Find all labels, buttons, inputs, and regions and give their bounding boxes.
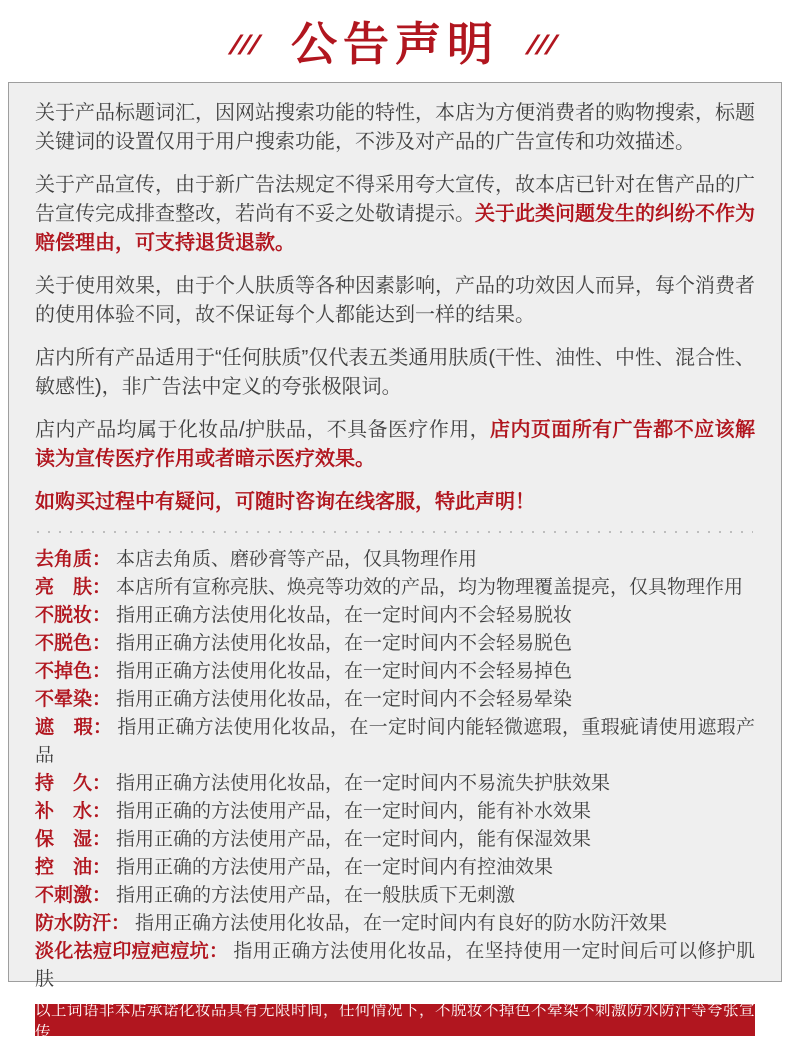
- term-row-no-smudge: [35, 686, 755, 714]
- page-title: 公告声明: [291, 18, 499, 70]
- term-row-non-irritating: [35, 882, 755, 910]
- term-label: 亮 肤：: [35, 577, 112, 598]
- notice-paragraph-1: [35, 99, 755, 157]
- term-label: 不掉色：: [35, 661, 112, 682]
- term-row-no-makeup-fade: [35, 602, 755, 630]
- term-label: 持 久：: [35, 773, 112, 794]
- term-label: 淡化祛痘印痘疤痘坑：: [35, 941, 229, 962]
- term-label: 遮 瑕：: [35, 717, 113, 738]
- term-desc: 本店所有宣称亮肤、焕亮等功效的产品，均为物理覆盖提亮，仅具物理作用: [116, 577, 744, 598]
- term-label: 不晕染：: [35, 689, 112, 710]
- paragraph-text: 关于使用效果，由于个人肤质等各种因素影响，产品的功效因人而异，每个消费者的使用体验不同，故不保证每个人都能达到一样的结果。: [35, 275, 755, 326]
- paragraph-text: 关于产品宣传，由于新广告法规定不得采用夸大宣传，故本店已针对在售产品的广告宣传完成排查整改，若尚有不妥之处敬请提示。: [35, 174, 755, 225]
- notice-panel: [8, 82, 782, 1041]
- terms-glossary: [35, 546, 755, 994]
- term-label: 不刺激：: [35, 885, 112, 906]
- term-label: 去角质：: [35, 549, 112, 570]
- notice-paragraph-4: [35, 344, 755, 402]
- notice-paragraph-2: [35, 171, 755, 258]
- term-desc: 指用正确方法使用化妆品，在一定时间内不会轻易掉色: [116, 661, 573, 682]
- bottom-banner-text: 以上词语非本店承诺化妆品具有无限时间，任何情况下，不脱妆不掉色不晕染不刺激防水防汗等夸张宣传: [35, 1002, 756, 1041]
- term-label: 不脱色：: [35, 633, 112, 654]
- term-desc: 指用正确的方法使用产品，在一般肤质下无刺激: [116, 885, 516, 906]
- notice-paragraph-3: [35, 272, 755, 330]
- term-desc: 指用正确方法使用化妆品，在一定时间内能轻微遮瑕，重瑕疵请使用遮瑕产品: [35, 717, 755, 766]
- term-desc: 指用正确方法使用化妆品，在一定时间内不会轻易晕染: [116, 689, 573, 710]
- term-desc: 指用正确方法使用化妆品，在坚持使用一定时间后可以修护肌肤: [35, 941, 755, 990]
- term-row-exfoliate: [35, 546, 755, 574]
- term-desc: 指用正确方法使用化妆品，在一定时间内有良好的防水防汗效果: [135, 913, 668, 934]
- paragraph-red-text: 如购买过程中有疑问，可随时咨询在线客服，特此声明！: [35, 491, 535, 513]
- term-desc: 指用正确方法使用化妆品，在一定时间内不易流失护肤效果: [116, 773, 611, 794]
- bottom-banner: [35, 1002, 756, 1041]
- term-desc: 指用正确方法使用化妆品，在一定时间内不会轻易脱妆: [116, 605, 573, 626]
- term-row-brighten: [35, 574, 755, 602]
- term-row-waterproof: [35, 910, 755, 938]
- paragraph-text: 店内所有产品适用于“任何肤质”仅代表五类通用肤质(干性、油性、中性、混合性、敏感性)，非广告法中定义的夸张极限词。: [35, 347, 755, 398]
- term-desc: 本店去角质、磨砂膏等产品，仅具物理作用: [116, 549, 478, 570]
- term-row-no-color-fade: [35, 630, 755, 658]
- term-row-acne-mark-repair: [35, 938, 755, 994]
- paragraph-red-text: 店内页面所有广告都不应该解读为宣传医疗作用或者暗示医疗效果。: [35, 419, 755, 470]
- term-label: 防水防汗：: [35, 913, 131, 934]
- paragraph-text: 关于产品标题词汇，因网站搜索功能的特性，本店为方便消费者的购物搜索，标题关键词的设置仅用于用户搜索功能，不涉及对产品的广告宣传和功效描述。: [35, 102, 755, 153]
- paragraph-red-text: 关于此类问题发生的纠纷不作为赔偿理由，可支持退货退款。: [35, 203, 755, 254]
- term-label: 补 水：: [35, 801, 112, 822]
- slash-decor-right: ///: [524, 29, 561, 60]
- term-row-moisturizing: [35, 826, 755, 854]
- term-row-no-color-loss: [35, 658, 755, 686]
- term-desc: 指用正确的方法使用产品，在一定时间内有控油效果: [116, 857, 554, 878]
- term-label: 不脱妆：: [35, 605, 112, 626]
- term-desc: 指用正确方法使用化妆品，在一定时间内不会轻易脱色: [116, 633, 573, 654]
- notice-paragraph-5: [35, 416, 755, 474]
- term-desc: 指用正确的方法使用产品，在一定时间内，能有补水效果: [116, 801, 592, 822]
- term-row-concealer: [35, 714, 755, 770]
- term-row-oil-control: [35, 854, 755, 882]
- term-row-hydrating: [35, 798, 755, 826]
- term-label: 控 油：: [35, 857, 112, 878]
- page-header: [0, 0, 790, 82]
- slash-decor-left: ///: [227, 29, 264, 60]
- term-label: 保 湿：: [35, 829, 112, 850]
- term-desc: 指用正确的方法使用产品，在一定时间内，能有保湿效果: [116, 829, 592, 850]
- paragraph-text: 店内产品均属于化妆品/护肤品，不具备医疗作用，: [35, 419, 491, 441]
- term-row-long-lasting: [35, 770, 755, 798]
- notice-paragraph-6: [35, 488, 755, 517]
- dotted-divider: [37, 531, 753, 533]
